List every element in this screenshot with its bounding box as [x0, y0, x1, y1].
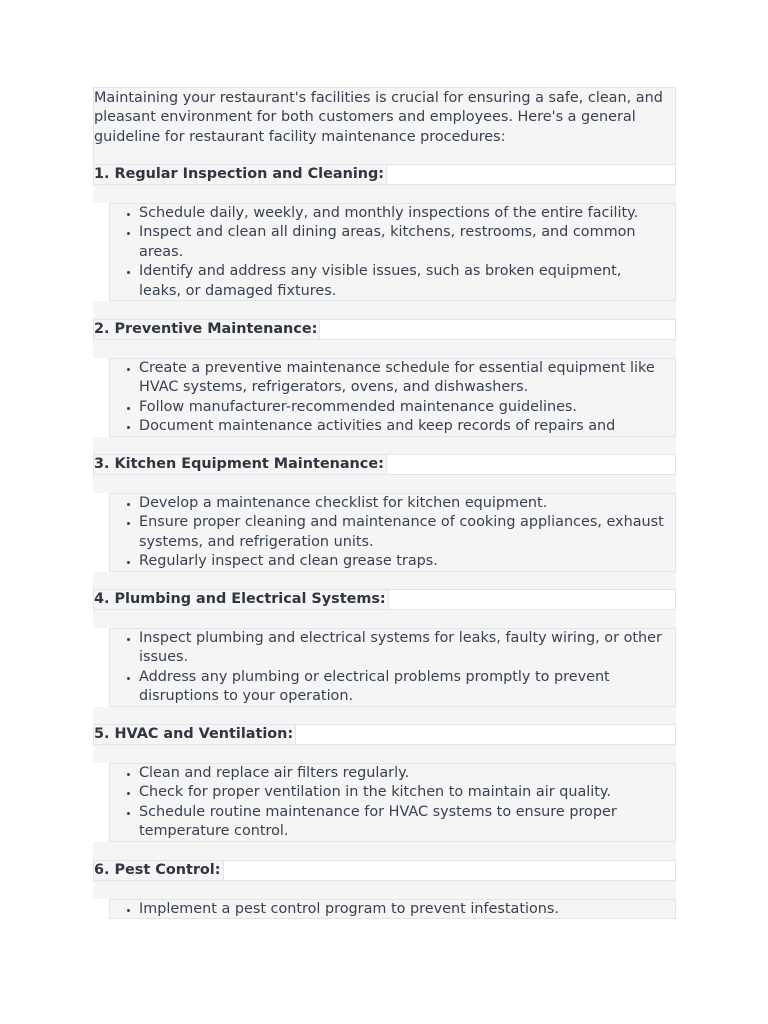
section-heading-text: 4. Plumbing and Electrical Systems: [94, 590, 389, 609]
list-item: • Document maintenance activities and keep records of repairs and [139, 417, 667, 456]
section-heading-4 [93, 589, 676, 610]
section-list-1 [109, 203, 676, 301]
list-item: • Regularly inspect and clean grease traps. [139, 552, 667, 571]
list-item: • Address any plumbing or electrical problems promptly to prevent disruptions to your operation. [139, 668, 667, 707]
section-spacer [93, 572, 676, 590]
list-item: • Ensure proper cleaning and maintenance of cooking appliances, exhaust systems, and refrigeration units. [139, 513, 667, 552]
section-heading-text: 3. Kitchen Equipment Maintenance: [94, 455, 387, 474]
list-item: • Follow manufacturer-recommended maintenance guidelines. [139, 398, 667, 417]
section-heading-text: 5. HVAC and Ventilation: [94, 725, 296, 744]
section-spacer [93, 842, 676, 860]
section-list-4 [109, 628, 676, 707]
section-list-5 [109, 763, 676, 842]
list-item: • Develop a maintenance checklist for kitchen equipment. [139, 494, 667, 513]
list-item: • Check for proper ventilation in the kitchen to maintain air quality. [139, 783, 667, 802]
section-spacer [93, 301, 676, 319]
section-list-2 [109, 358, 676, 437]
section-spacer [93, 707, 676, 725]
section-spacer [93, 745, 676, 763]
intro-paragraph: Maintaining your restaurant's facilities is crucial for ensuring a safe, clean, and pleasant environment for both customers and employees. Here's a general guideline for restaurant facility maintenance procedures: [94, 90, 663, 145]
list-item: • Implement a pest control program to prevent infestations. [139, 900, 667, 919]
section-spacer [93, 881, 676, 899]
section-heading-text: 1. Regular Inspection and Cleaning: [94, 165, 387, 184]
section-spacer [93, 437, 676, 455]
section-list-3 [109, 493, 676, 572]
list-item: • Create a preventive maintenance schedule for essential equipment like HVAC systems, refrigerators, ovens, and dishwashers. [139, 359, 667, 398]
section-heading-text: 2. Preventive Maintenance: [94, 320, 320, 339]
section-heading-1 [93, 164, 676, 185]
section-heading-5 [93, 724, 676, 745]
list-item: • Inspect plumbing and electrical systems for leaks, faulty wiring, or other issues. [139, 629, 667, 668]
section-spacer [93, 475, 676, 493]
section-spacer [93, 340, 676, 358]
section-spacer [93, 185, 676, 203]
section-heading-3 [93, 454, 676, 475]
section-heading-6 [93, 860, 676, 881]
section-heading-2 [93, 319, 676, 340]
list-item: • Inspect and clean all dining areas, kitchens, restrooms, and common areas. [139, 223, 667, 262]
section-list-6 [109, 899, 676, 919]
list-item: • Schedule routine maintenance for HVAC systems to ensure proper temperature control. [139, 803, 667, 842]
section-spacer [93, 610, 676, 628]
list-item: • Schedule daily, weekly, and monthly inspections of the entire facility. [139, 204, 667, 223]
section-heading-text: 6. Pest Control: [94, 861, 224, 880]
list-item: • Clean and replace air filters regularly. [139, 764, 667, 783]
list-item: • Identify and address any visible issues, such as broken equipment, leaks, or damaged fixtures. [139, 262, 667, 301]
